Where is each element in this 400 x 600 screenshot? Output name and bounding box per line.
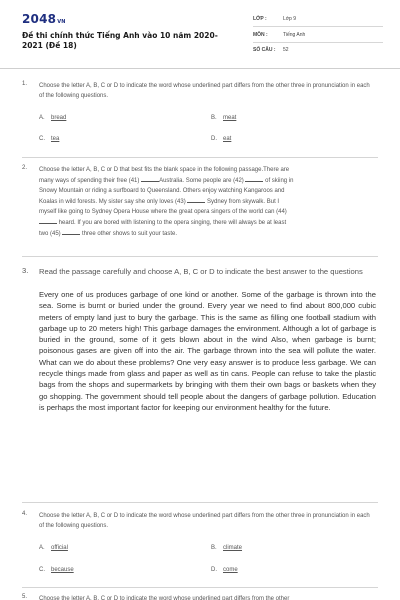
question-text: Choose the letter A, B, C or D to indicate the word whose underlined part differs from the other three in pronunciation in each of the following questions.: [39, 513, 370, 529]
question-text: Choose the letter A, B, C or D to indicate the word whose underlined part differs from the other: [39, 596, 290, 600]
question-4: [22, 511, 378, 583]
option-word: tea: [51, 136, 60, 142]
answer-blank[interactable]: [187, 196, 205, 203]
option-word: come: [223, 567, 238, 573]
site-logo[interactable]: [22, 12, 66, 26]
option-d[interactable]: D. come: [211, 567, 238, 573]
question-number: 4.: [22, 511, 28, 517]
option-c[interactable]: C. tea: [39, 136, 60, 142]
answer-blank[interactable]: [39, 217, 57, 224]
question-2: [22, 165, 378, 245]
question-number: 2.: [22, 165, 28, 171]
option-word: meat: [223, 115, 237, 121]
question-1: [22, 81, 378, 151]
subject-label: MÔN :: [253, 32, 268, 38]
option-c[interactable]: C. because: [39, 567, 74, 573]
question-number: 5.: [22, 594, 28, 600]
question-3: [22, 266, 378, 502]
question-divider: [22, 587, 378, 588]
question-divider: [22, 256, 378, 257]
question-passage: Choose the letter A, B, C or D that best fits the blank space in the following passage.There are many ways of spending their free (41) Australia. Some people are (42) of skiing in Snowy Mountain or riding a surfboard to Queensland. Others enjoy watching Kangaroos and Koalas in wild forests. My sister say she only loves (43) Sydney from skywalk. But I myself like going to Sydney Opera House where the great opera singers of the world can (44) heard. If you are bored with listening to the opera singing, there will always be at least two (45) three other shows to suit your taste.: [39, 167, 294, 237]
count-value: 52: [283, 47, 289, 53]
option-b[interactable]: B. meat: [211, 115, 237, 121]
option-a[interactable]: A. bread: [39, 115, 67, 121]
answer-blank[interactable]: [62, 228, 80, 235]
option-word: climate: [223, 545, 243, 551]
page-title: Đề thi chính thức Tiếng Anh vào 10 năm 2020-2021 (Đề 18): [22, 31, 218, 50]
question-divider: [22, 502, 378, 503]
question-number: 1.: [22, 81, 28, 87]
option-d[interactable]: D. eat: [211, 136, 232, 142]
question-5: [22, 594, 378, 600]
class-label: LỚP :: [253, 16, 267, 22]
option-word: because: [51, 567, 74, 573]
logo-suffix: VN: [57, 19, 66, 25]
reading-passage: Every one of us produces garbage of one kind or another. Some of the garbage is thrown into the sea. Some is burnt or buried under the ground. Every year we need to find about 800,000 cubic meters of empty land just to bury the garbage. This is the same as filling one football stadium with garbage up to 20 meters high! This garbage damages the environment. Although a lot of garbage is buried in the ground, some of it gets blown about in the wind Also, when garbage is burnt; poisonous gases are given off into the air. The garbage thrown into the sea will pollute the water. What can we do about these problems? One very easy answer is to produce less garbage. We can recycle things made from glass and paper as well as tin cans. People can refuse to take the plastic bags from the shops and supermarkets by bringing with them their own bags or baskets when they go shopping. The government should tell people about the dangers of garbage pollution. Education is perhaps the most important factor for keeping our environment healthy for the future.: [39, 290, 376, 412]
option-a[interactable]: A. official: [39, 545, 68, 551]
question-text: Choose the letter A, B, C or D to indicate the word whose underlined part differs from the other three in pronunciation in each of the following questions.: [39, 83, 370, 99]
subject-value: Tiếng Anh: [283, 32, 306, 38]
class-value: Lớp 9: [283, 16, 297, 22]
logo-text: 2048: [22, 12, 57, 26]
header-divider: [0, 68, 400, 69]
question-text: Read the passage carefully and choose A, B, C or D to indicate the best answer to the questions: [39, 267, 363, 276]
question-number: 3.: [22, 266, 29, 275]
count-label: SỐ CÂU :: [253, 47, 276, 53]
question-divider: [22, 157, 378, 158]
option-word: eat: [223, 136, 232, 142]
answer-blank[interactable]: [245, 175, 263, 182]
answer-blank[interactable]: [141, 175, 159, 182]
option-b[interactable]: B. climate: [211, 545, 243, 551]
option-word: official: [51, 545, 68, 551]
option-word: bread: [51, 115, 67, 121]
